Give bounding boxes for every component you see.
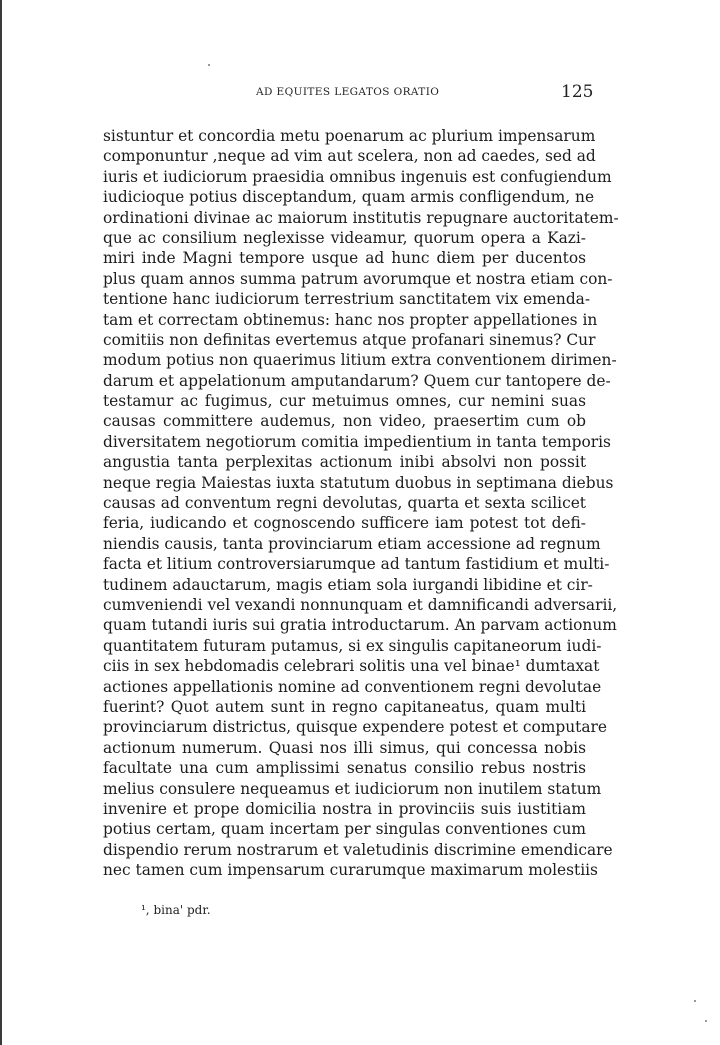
text-line: ciis in sex hebdomadis celebrari solitis una vel binae¹ dumtaxat <box>103 657 600 676</box>
body-text <box>103 126 619 880</box>
text-line: plus quam annos summa patrum avorumque et nostra etiam con- <box>103 269 613 288</box>
scan-edge <box>0 0 2 1045</box>
text-line: potius certam, quam incertam per singulas conventiones cum <box>103 820 586 839</box>
scan-speck <box>705 1020 707 1022</box>
text-line: provinciarum districtus, quisque expendere potest et computare <box>103 718 607 737</box>
text-line: facta et litium controversiarumque ad tantum fastidium et multi- <box>103 555 610 574</box>
text-line: causas ad conventum regni devolutas, quarta et sexta scilicet <box>103 494 586 513</box>
text-line: feria, iudicando et cognoscendo sufficere iam potest tot defi- <box>103 514 586 533</box>
text-line: invenire et prope domicilia nostra in provinciis suis iustitiam <box>103 799 586 818</box>
text-line: angustia tanta perplexitas actionum inibi absolvi non possit <box>103 453 586 472</box>
text-line: tam et correctam obtinemus: hanc nos propter appellationes in <box>103 310 598 329</box>
text-line: melius consulere nequeamus et iudiciorum non inutilem statum <box>103 779 602 798</box>
text-line: iuris et iudiciorum praesidia omnibus ingenuis est confugiendum <box>103 167 612 186</box>
text-line: componuntur ,neque ad vim aut scelera, non ad caedes, sed ad <box>103 147 596 166</box>
text-line: ordinationi divinae ac maiorum institutis repugnare auctoritatem- <box>103 208 619 227</box>
text-line: modum potius non quaerimus litium extra conventionem dirimen- <box>103 351 617 370</box>
text-line: iudicioque potius disceptandum, quam armis confligendum, ne <box>103 188 595 207</box>
text-line: diversitatem negotiorum comitia impedientium in tanta temporis <box>103 432 611 451</box>
text-line: darum et appelationum amputandarum? Quem cur tantopere de- <box>103 371 611 390</box>
scan-speck <box>694 1000 696 1002</box>
text-line: nec tamen cum impensarum curarumque maximarum molestiis <box>103 861 598 880</box>
text-line: cumveniendi vel vexandi nonnunquam et damnificandi adversarii, <box>103 595 618 614</box>
scan-speck <box>208 64 210 66</box>
text-line: quantitatem futuram putamus, si ex singulis capitaneorum iudi- <box>103 636 602 655</box>
text-line: testamur ac fugimus, cur metuimus omnes, cur nemini suas <box>103 392 586 411</box>
text-line: quam tutandi iuris sui gratia introductarum. An parvam actionum <box>103 616 617 635</box>
text-line: fuerint? Quot autem sunt in regno capitaneatus, quam multi <box>103 697 586 716</box>
page-number: 125 <box>561 82 594 102</box>
text-line: facultate una cum amplissimi senatus consilio rebus nostris <box>103 759 586 778</box>
text-line: dispendio rerum nostrarum et valetudinis discrimine emendicare <box>103 840 613 859</box>
text-line: niendis causis, tanta provinciarum etiam accessione ad regnum <box>103 534 601 553</box>
text-line: miri inde Magni tempore usque ad hunc diem per ducentos <box>103 249 586 268</box>
text-line: tentione hanc iudiciorum terrestrium sanctitatem vix emenda- <box>103 290 591 309</box>
text-line: actionum numerum. Quasi nos illi simus, qui concessa nobis <box>103 738 586 757</box>
text-line: sistuntur et concordia metu poenarum ac plurium impensarum <box>103 127 596 145</box>
text-line: causas committere audemus, non video, praesertim cum ob <box>103 412 586 431</box>
text-line: que ac consilium neglexisse videamur, quorum opera a Kazi- <box>103 228 586 247</box>
text-line: comitiis non definitas evertemus atque profanari sinemus? Cur <box>103 330 596 349</box>
running-head: AD EQUITES LEGATOS ORATIO <box>256 86 440 98</box>
text-line: neque regia Maiestas iuxta statutum duobus in septimana diebus <box>103 473 614 492</box>
footnote: ¹, bina' pdr. <box>141 903 211 917</box>
text-line: actiones appellationis nomine ad conventionem regni devolutae <box>103 677 602 696</box>
text-line: tudinem adauctarum, magis etiam sola iurgandi libidine et cir- <box>103 575 593 594</box>
